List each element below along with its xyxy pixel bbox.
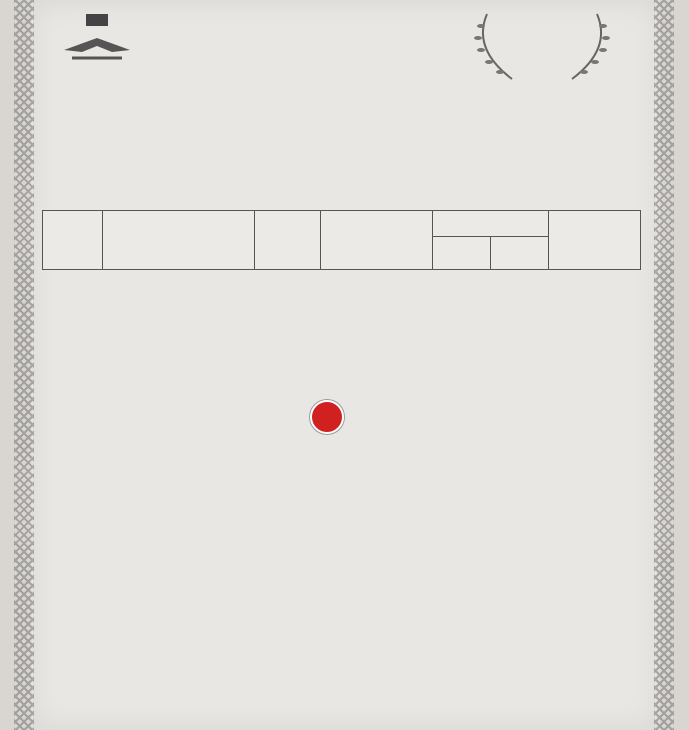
logo-circle-icon [310, 400, 344, 434]
eagle-emblem-icon [52, 8, 142, 78]
watermark-logo [302, 396, 452, 432]
right-border-decoration [654, 0, 674, 730]
col-header-day [549, 211, 641, 270]
col-header-period [255, 211, 321, 270]
col-header-notes [43, 211, 103, 270]
col-header-from [491, 237, 549, 270]
left-border-decoration [14, 0, 34, 730]
exam-schedule-table [42, 210, 641, 270]
col-header-time [433, 211, 549, 237]
header-row [43, 211, 641, 237]
document-sheet [30, 0, 660, 730]
col-header-duration [321, 211, 433, 270]
col-header-subject [103, 211, 255, 270]
wreath-emblem-icon [467, 4, 617, 84]
col-header-to [433, 237, 491, 270]
